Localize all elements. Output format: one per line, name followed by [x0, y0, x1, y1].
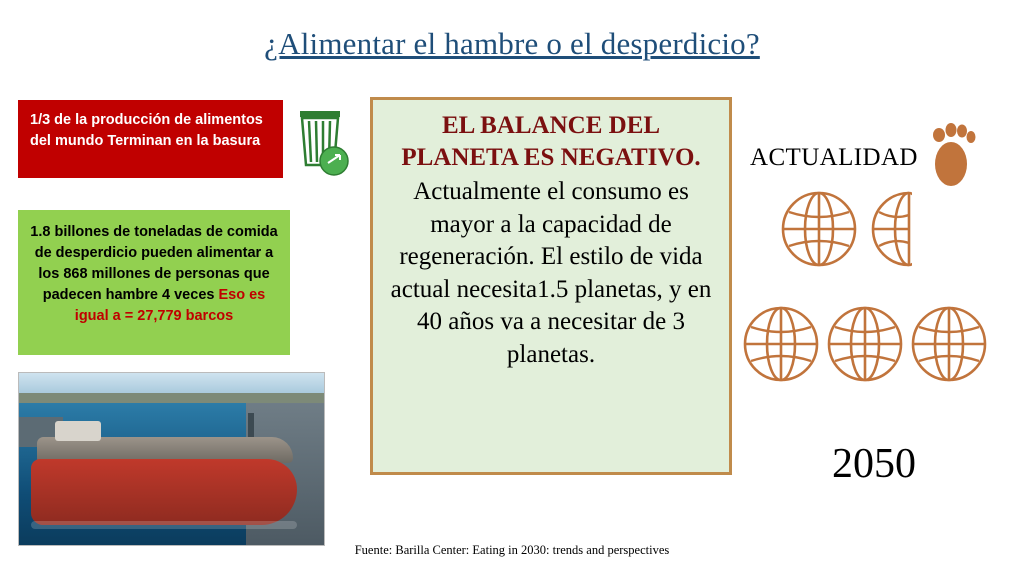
future-year-label: 2050	[832, 441, 916, 487]
red-stat-text: 1/3 de la producción de alimentos del mundo Terminan en la basura	[30, 112, 263, 149]
present-label: ACTUALIDAD	[750, 144, 918, 171]
globe-icon	[910, 305, 988, 388]
green-stat-text: 1.8 billones de toneladas de comida de desperdicio pueden alimentar a los 868 millones de personas que padecen hambre 4 veces	[30, 224, 278, 304]
red-stat-box	[18, 100, 283, 178]
center-box-heading: EL BALANCE DEL PLANETA ES NEGATIVO.	[401, 112, 701, 171]
green-stat-highlight: Eso es igual a = 27,779 barcos	[74, 287, 266, 325]
cargo-ship-photo	[18, 372, 325, 546]
trash-bin-icon	[290, 105, 360, 185]
photo-waterline	[31, 521, 297, 529]
photo-ship-hull	[31, 459, 297, 525]
globe-icon	[742, 305, 820, 388]
globe-icon-half	[868, 190, 912, 273]
source-caption: Fuente: Barilla Center: Eating in 2030: trends and perspectives	[354, 543, 670, 557]
center-message-box	[370, 97, 732, 475]
page-title: ¿Alimentar el hambre o el desperdicio?	[264, 26, 760, 61]
globe-icon	[780, 190, 858, 273]
globe-icon	[826, 305, 904, 388]
center-box-body: Actualmente el consumo es mayor a la capacidad de regeneración. El estilo de vida actual necesita1.5 planetas, y en 40 años va a necesitar de 3 planetas.	[390, 178, 712, 368]
footprint-icon	[925, 120, 987, 190]
photo-ship-superstructure	[55, 421, 101, 441]
green-stat-box	[18, 210, 290, 355]
